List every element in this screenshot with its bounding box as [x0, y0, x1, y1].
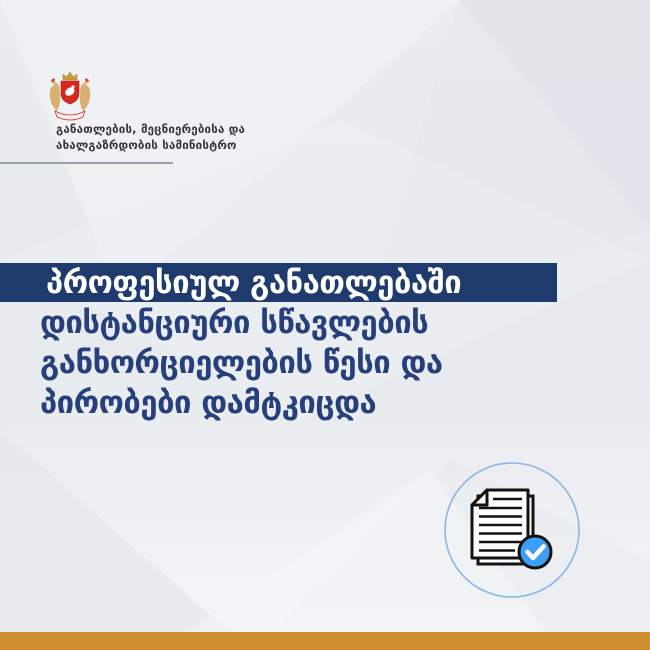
ministry-name-line2: ახალგაზრდობის სამინისტრო: [56, 137, 237, 152]
footer-gold-bar: [0, 632, 650, 650]
headline-line3: განხორციელების წესი და: [40, 345, 443, 381]
headline-line2: დისტანციური სწავლების: [40, 305, 429, 341]
headline-highlight-bar: [0, 263, 557, 302]
headline-line4: პირობები დამტკიცდა: [40, 385, 377, 421]
georgia-coat-of-arms-icon: [44, 68, 96, 126]
headline-line1: პროფესიულ განათლებაში: [46, 264, 462, 301]
check-circle-icon: [519, 536, 551, 568]
approved-document-icon: [437, 455, 587, 605]
brand-divider-line: [0, 162, 173, 164]
ministry-name-line1: განათლების, მეცნიერებისა და: [56, 122, 246, 136]
